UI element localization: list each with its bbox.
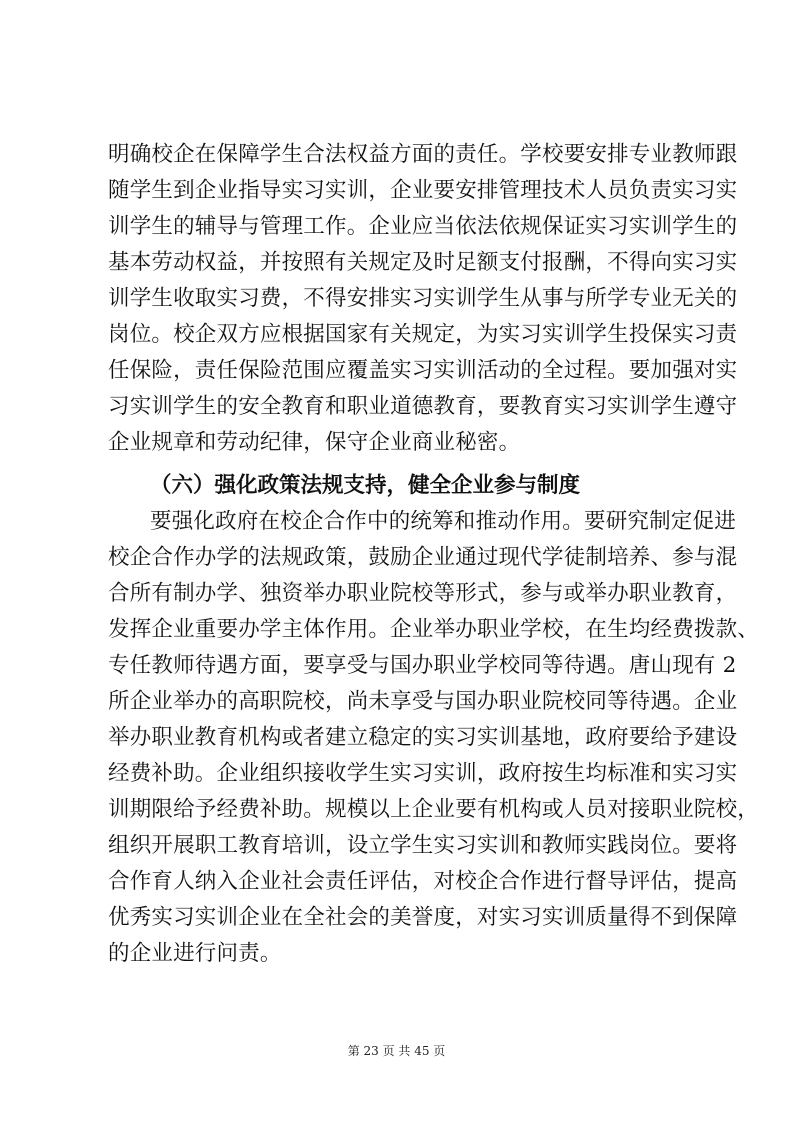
- text-line: 岗位。校企双方应根据国家有关规定，为实习实训学生投保实习责: [108, 322, 738, 347]
- text-line: 要强化政府在校企合作中的统筹和推动作用。要研究制定促进: [150, 509, 736, 534]
- text-line: 任保险，责任保险范围应覆盖实习实训活动的全过程。要加强对实: [108, 358, 738, 383]
- text-line: 专任教师待遇方面，要享受与国办职业学校同等待遇。唐山现有 2: [108, 653, 737, 678]
- text-line: 企业规章和劳动纪律，保守企业商业秘密。: [108, 430, 521, 455]
- section-heading: （六）强化政策法规支持，健全企业参与制度: [150, 473, 581, 498]
- text-line: 合所有制办学、独资举办职业院校等形式，参与或举办职业教育，: [108, 581, 738, 606]
- page-footer: 第 23 页 共 45 页: [347, 1044, 446, 1058]
- text-line: 校企合作办学的法规政策，鼓励企业通过现代学徒制培养、参与混: [108, 545, 738, 570]
- text-line: 随学生到企业指导实习实训，企业要安排管理技术人员负责实习实: [108, 178, 738, 203]
- text-line: 训学生的辅导与管理工作。企业应当依法依规保证实习实训学生的: [108, 214, 738, 239]
- text-line: 基本劳动权益，并按照有关规定及时足额支付报酬，不得向实习实: [108, 250, 738, 275]
- text-line: 合作育人纳入企业社会责任评估，对校企合作进行督导评估，提高: [108, 869, 738, 894]
- text-line: 所企业举办的高职院校，尚未享受与国办职业院校同等待遇。企业: [108, 689, 738, 714]
- text-line: 习实训学生的安全教育和职业道德教育，要教育实习实训学生遵守: [108, 394, 738, 419]
- text-line: 发挥企业重要办学主体作用。企业举办职业学校，在生均经费拨款、: [108, 617, 760, 642]
- text-line: 组织开展职工教育培训，设立学生实习实训和教师实践岗位。要将: [108, 833, 738, 858]
- text-line: 训期限给予经费补助。规模以上企业要有机构或人员对接职业院校，: [108, 797, 760, 822]
- text-line: 举办职业教育机构或者建立稳定的实习实训基地，政府要给予建设: [108, 725, 738, 750]
- text-line: 优秀实习实训企业在全社会的美誉度，对实习实训质量得不到保障: [108, 905, 738, 930]
- text-line: 经费补助。企业组织接收学生实习实训，政府按生均标准和实习实: [108, 761, 738, 786]
- text-line: 明确校企在保障学生合法权益方面的责任。学校要安排专业教师跟: [108, 142, 738, 167]
- text-line: 的企业进行问责。: [108, 941, 282, 966]
- text-line: 训学生收取实习费，不得安排实习实训学生从事与所学专业无关的: [108, 286, 738, 311]
